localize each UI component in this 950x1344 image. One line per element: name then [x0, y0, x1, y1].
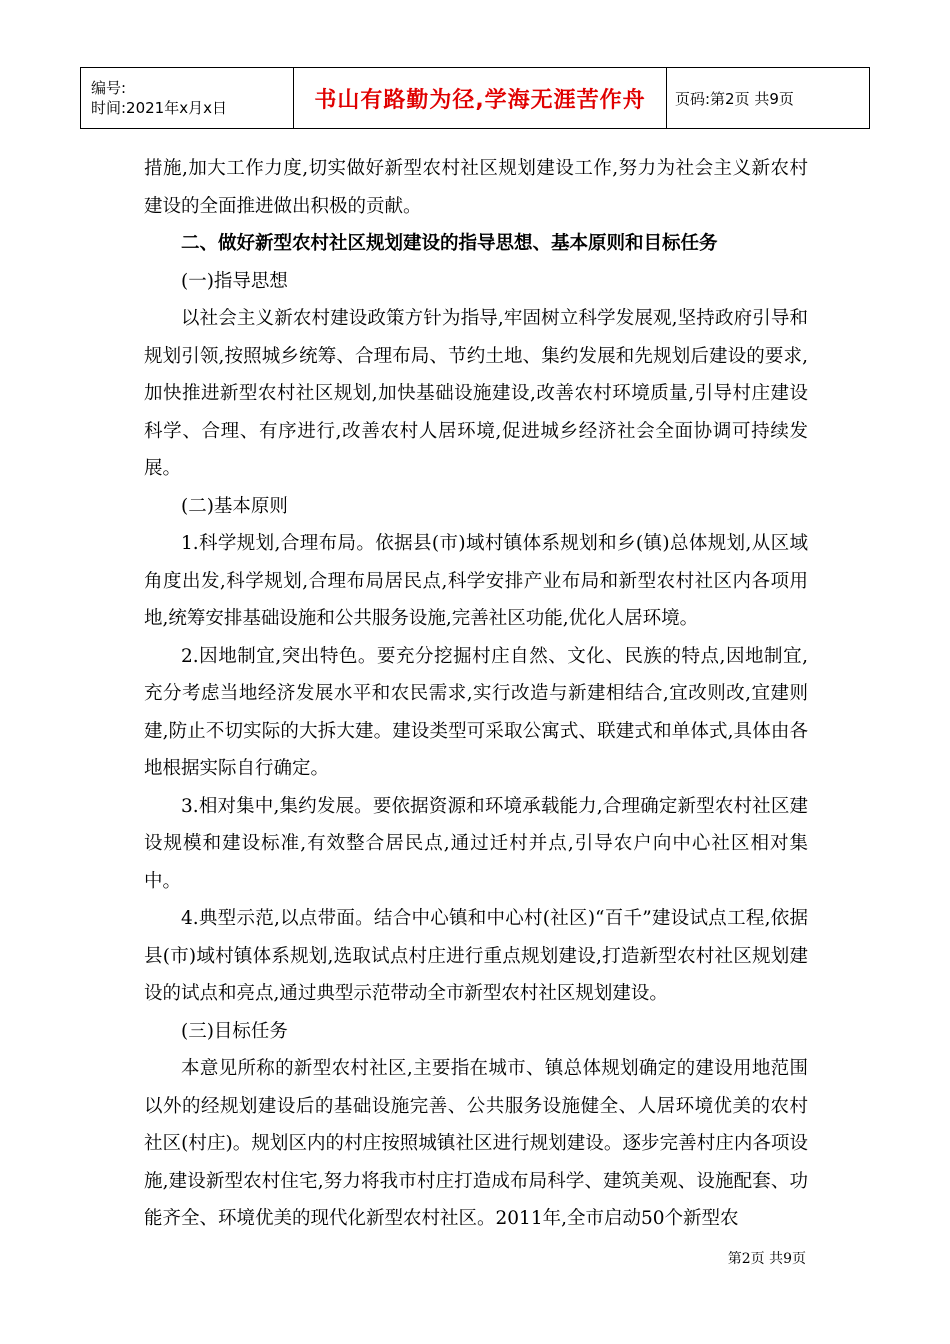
paragraph-continuation: 措施,加大工作力度,切实做好新型农村社区规划建设工作,努力为社会主义新农村建设的全面推进做出积极的贡献。 [144, 158, 808, 217]
subsection-title-basic-principles: (二)基本原则 [181, 495, 288, 517]
paragraph-principle-4: 4.典型示范,以点带面。结合中心镇和中心村(社区)“百千”建设试点工程,依据县(市)域村镇体系规划,选取试点村庄进行重点规划建设,打造新型农村社区规划建设的试点和亮点,通过典型示范带动全市新型农村社区规划建设。 [144, 908, 808, 1004]
header-table [80, 67, 870, 129]
footer-page-number: 第2页 共9页 [727, 1251, 806, 1267]
document-body [144, 150, 808, 1238]
paragraph-principle-2: 2.因地制宜,突出特色。要充分挖掘村庄自然、文化、民族的特点,因地制宜,充分考虑当地经济发展水平和农民需求,实行改造与新建相结合,宜改则改,宜建则建,防止不切实际的大拆大建。建设类型可采取公寓式、联建式和单体式,具体由各地根据实际自行确定。 [144, 645, 808, 779]
header-motto-cell [294, 68, 667, 129]
serial-number-label: 编号: [91, 79, 127, 97]
header-meta-cell [81, 68, 294, 129]
header-page-number: 页码:第2页 共9页 [675, 89, 794, 108]
paragraph-objectives: 本意见所称的新型农村社区,主要指在城市、镇总体规划确定的建设用地范围以外的经规划建设后的基础设施完善、公共服务设施健全、人居环境优美的农村社区(村庄)。规划区内的村庄按照城镇社区进行规划建设。逐步完善村庄内各项设施,建设新型农村住宅,努力将我市村庄打造成布局科学、建筑美观、设施配套、功能齐全、环境优美的现代化新型农村社区。2011年,全市启动50个新型农 [144, 1058, 808, 1229]
time-label: 时间:2021年x月x日 [91, 99, 227, 117]
paragraph-principle-3: 3.相对集中,集约发展。要依据资源和环境承载能力,合理确定新型农村社区建设规模和建设标准,有效整合居民点,通过迁村并点,引导农户向中心社区相对集中。 [144, 795, 808, 892]
header-page-cell [667, 68, 870, 129]
motto-text: 书山有路勤为径,学海无涯苦作舟 [314, 87, 646, 113]
section-heading: 二、做好新型农村社区规划建设的指导思想、基本原则和目标任务 [181, 233, 718, 254]
paragraph-guiding-ideology: 以社会主义新农村建设政策方针为指导,牢固树立科学发展观,坚持政府引导和规划引领,按照城乡统筹、合理布局、节约土地、集约发展和先规划后建设的要求,加快推进新型农村社区规划,加快基础设施建设,改善农村环境质量,引导村庄建设科学、合理、有序进行,改善农村人居环境,促进城乡经济社会全面协调可持续发展。 [144, 308, 808, 479]
subsection-title-guiding-ideology: (一)指导思想 [181, 270, 288, 292]
paragraph-principle-1: 1.科学规划,合理布局。依据县(市)域村镇体系规划和乡(镇)总体规划,从区域角度出发,科学规划,合理布局居民点,科学安排产业布局和新型农村社区内各项用地,统筹安排基础设施和公共服务设施,完善社区功能,优化人居环境。 [144, 533, 808, 629]
subsection-title-objectives: (三)目标任务 [181, 1020, 288, 1042]
